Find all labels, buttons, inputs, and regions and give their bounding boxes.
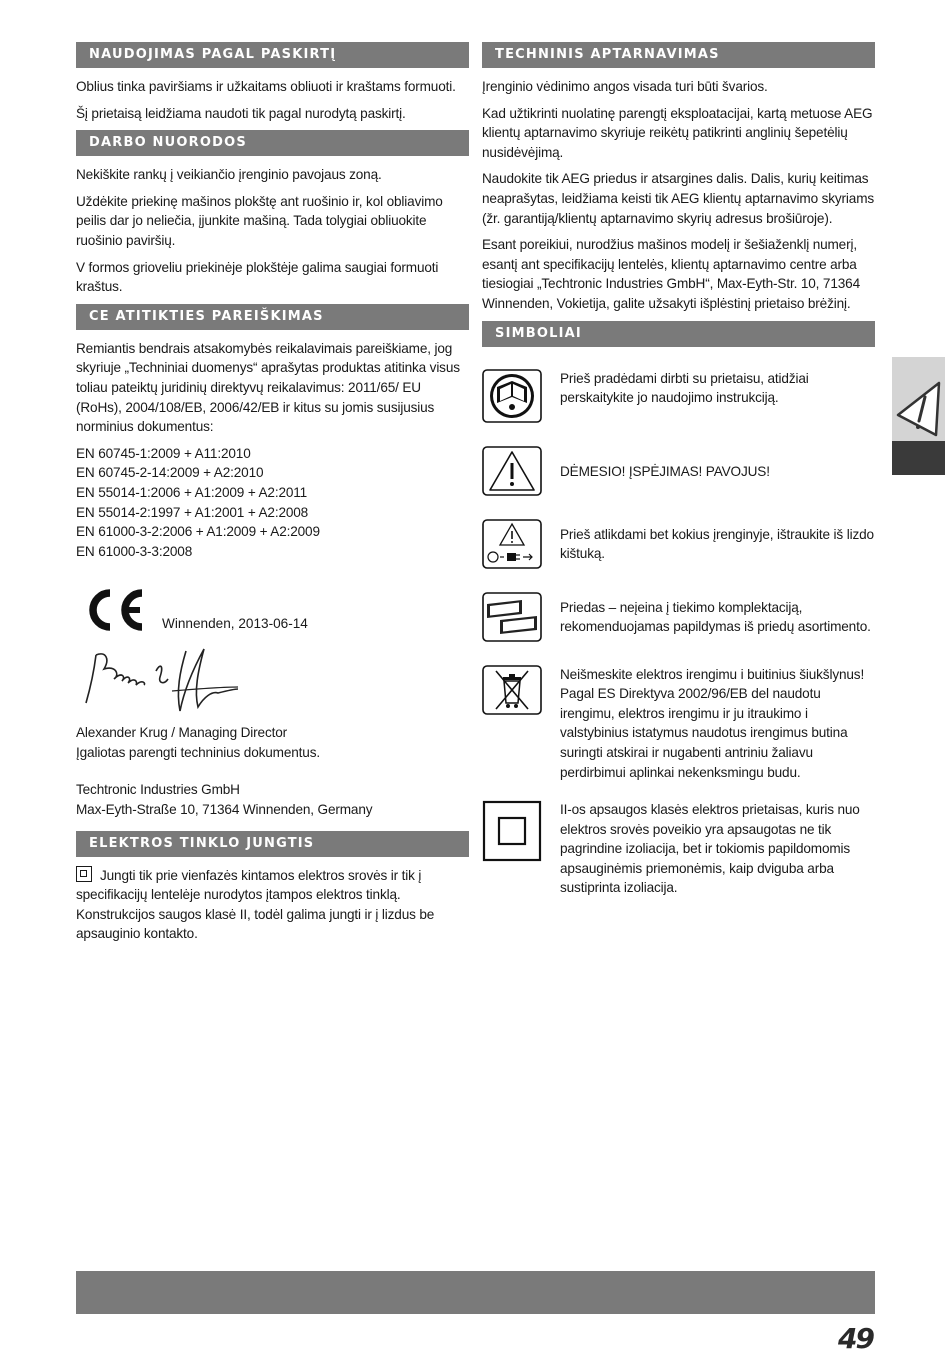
warning-exclamation-icon <box>892 357 945 441</box>
paragraph: Oblius tinka paviršiams ir užkaitams obliuoti ir kraštams formuoti. <box>76 79 456 94</box>
symbol-text: Prieš pradėdami dirbti su prietaisu, atidžiai perskaitykite jo naudojimo instrukciją. <box>560 370 809 406</box>
symbol-row <box>482 800 875 898</box>
paragraph: Remiantis bendrais atsakomybės reikalavimais pareiškiame, jog skyriuje „Techniniai duomenys“ aprašytas produktas atitinka visus toliau pateiktų juridinių direktyvų reikalavimus: 2011/65/ EU (RoHs), 2004/108/EB, 2006/42/EB ir kitus su jomis susijusius norminius dokumentus: <box>76 340 460 435</box>
standard-item: EN 55014-1:2006 + A1:2009 + A2:2011 <box>76 484 308 500</box>
paragraph: Įrenginio vėdinimo angos visada turi būti švarios. <box>482 79 768 94</box>
paragraph: Esant poreikiui, nurodžius mašinos modelį ir šešiaženklį numerį, esantį ant specifikacijų lentelės, klientų aptarnavimo centre arba tiesiogiai „Techtronic Industries GmbH“, Max-Eyth-Str. 10, 71364 Winnenden, Vokietija, galite užsakyti išplėstinį prietaiso brėžinį. <box>482 237 860 311</box>
standard-item: EN 61000-3-3:2008 <box>76 543 193 559</box>
standards-list <box>76 444 469 562</box>
section-header-intended-use: NAUDOJIMAS PAGAL PASKIRTĮ <box>76 42 469 68</box>
company-name: Techtronic Industries GmbH <box>76 782 240 798</box>
symbol-text: DĖMESIO! ĮSPĖJIMAS! PAVOJUS! <box>560 463 770 479</box>
symbol-row <box>482 519 875 574</box>
class-ii-icon <box>482 800 542 867</box>
paragraph-mains <box>76 866 469 944</box>
mains-text: Jungti tik prie vienfazės kintamos elektros srovės ir tik į specifikacijų lentelėje nurodytos įtampos elektros tinklą. Konstrukcijos saugos klasė II, todėl galima jungti ir į lizdus be apsauginio kontakto. <box>76 867 435 942</box>
authorized-text: Įgaliotas parengti techninius dokumentus. <box>76 744 320 760</box>
warning-triangle-icon <box>482 446 542 501</box>
symbol-text: II-os apsaugos klasės elektros prietaisas, kuris nuo elektros srovės poveikio yra apsaugotas ne tik pagrindine izoliacija, bet ir tokiomis papildomomis apsauginėmis priemonėmis, kaip dviguba arba sustiprinta izoliacija. <box>560 802 860 896</box>
symbol-row <box>482 446 875 501</box>
side-tab <box>892 357 945 475</box>
paragraph: Uždėkite priekinę mašinos plokštę ant ruošinio ir, kol obliavimo peilis dar jo neliečia, įjunkite mašiną. Tada tolygiai obliuokite ruošinio paviršių. <box>76 193 443 248</box>
unplug-icon <box>482 519 542 574</box>
accessory-blades-icon <box>482 592 542 647</box>
ce-mark-icon <box>82 587 146 633</box>
side-tab-light <box>892 357 945 441</box>
read-manual-icon <box>482 369 542 428</box>
weee-bin-icon <box>482 665 542 720</box>
symbol-row <box>482 665 875 783</box>
symbol-text: Priedas – neįeina į tiekimo komplektaciją, rekomenduojamas papildymas iš priedų asortimento. <box>560 599 871 635</box>
paragraph: Šį prietaisą leidžiama naudoti tik pagal nurodytą paskirtį. <box>76 105 406 121</box>
place-date: Winnenden, 2013-06-14 <box>162 616 308 632</box>
section-header-symbols: SIMBOLIAI <box>482 321 875 347</box>
symbol-row <box>482 369 875 428</box>
left-column <box>76 42 469 951</box>
section-header-work-instructions: DARBO NUORODOS <box>76 130 469 156</box>
symbol-row <box>482 592 875 647</box>
symbol-text: Prieš atlikdami bet kokius įrenginyje, ištraukite iš lizdo kištuką. <box>560 526 874 562</box>
symbol-text: Neišmeskite elektros irengimu i buitinius šiukšlynus! Pagal ES Direktyva 2002/96/EB del naudotu irengimu, elektros irengimu ir ju itraukimo i valstybinius istatymus naudotus irengimus butina suringti atskirai ir nugabenti antriniu žaliavu perdirbimui aplinkai nekenksmingu budu. <box>560 666 865 780</box>
page-number: 49 <box>838 1322 873 1355</box>
standard-item: EN 55014-2:1997 + A1:2001 + A2:2008 <box>76 504 309 520</box>
paragraph: Naudokite tik AEG priedus ir atsargines dalis. Dalis, kurių keitimas neaprašytas, leidžiama keisti tik AEG klientų aptarnavimo skyriams (žr. garantiją/klientų aptarnavimo skyrių adresus brošiūroje). <box>482 171 875 226</box>
right-column <box>482 42 875 916</box>
standard-item: EN 60745-1:2009 + A11:2010 <box>76 445 251 461</box>
section-header-maintenance: TECHNINIS APTARNAVIMAS <box>482 42 875 68</box>
class-ii-small-icon <box>76 866 92 882</box>
company-address: Max-Eyth-Straße 10, 71364 Winnenden, Germany <box>76 802 373 818</box>
section-header-mains-connection: ELEKTROS TINKLO JUNGTIS <box>76 831 469 857</box>
paragraph: Nekiškite rankų į veikiančio įrenginio pavojaus zoną. <box>76 167 382 183</box>
footer-bar <box>76 1271 875 1314</box>
signature-icon <box>76 641 246 723</box>
paragraph: V formos grioveliu priekinėje plokštėje galima saugiai formuoti kraštus. <box>76 259 439 295</box>
paragraph: Kad užtikrinti nuolatinę parengtį eksploatacijai, kartą metuose AEG klientų aptarnavimo skyriuje reikėtų patikrinti anglinių šepetėlių nusidėvėjimą. <box>482 105 873 160</box>
standard-item: EN 61000-3-2:2006 + A1:2009 + A2:2009 <box>76 524 320 540</box>
ce-mark-row <box>76 583 469 633</box>
signer-name: Alexander Krug / Managing Director <box>76 725 287 741</box>
signature-image <box>76 641 469 723</box>
standard-item: EN 60745-2-14:2009 + A2:2010 <box>76 465 264 481</box>
section-header-ce-declaration: CE ATITIKTIES PAREIŠKIMAS <box>76 304 469 330</box>
